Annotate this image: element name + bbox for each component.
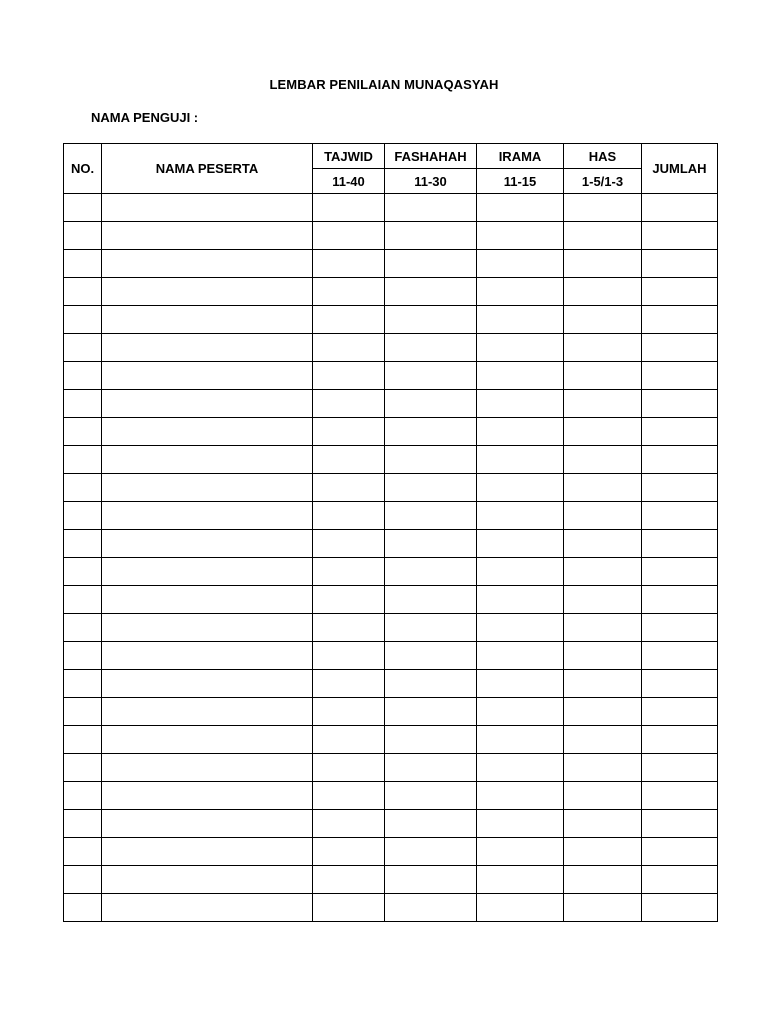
cell-total [642,390,718,418]
cell-total [642,362,718,390]
cell-irama [477,838,564,866]
cell-fashahah [385,670,477,698]
cell-total [642,446,718,474]
cell-total [642,754,718,782]
cell-total [642,782,718,810]
cell-has [564,222,642,250]
cell-total [642,558,718,586]
cell-tajwid [313,446,385,474]
cell-has [564,278,642,306]
cell-irama [477,726,564,754]
cell-no [64,222,102,250]
range-irama: 11-15 [477,169,564,194]
table-row [64,894,718,922]
cell-total [642,698,718,726]
cell-fashahah [385,222,477,250]
cell-participant-name [102,782,313,810]
cell-tajwid [313,222,385,250]
cell-fashahah [385,614,477,642]
table-row [64,194,718,222]
cell-irama [477,194,564,222]
cell-tajwid [313,278,385,306]
cell-irama [477,306,564,334]
table-row [64,838,718,866]
cell-tajwid [313,698,385,726]
cell-total [642,642,718,670]
cell-no [64,334,102,362]
cell-no [64,418,102,446]
cell-tajwid [313,306,385,334]
table-row [64,278,718,306]
cell-fashahah [385,306,477,334]
table-row [64,502,718,530]
cell-has [564,754,642,782]
cell-fashahah [385,866,477,894]
cell-no [64,530,102,558]
cell-participant-name [102,390,313,418]
cell-has [564,306,642,334]
cell-tajwid [313,894,385,922]
cell-total [642,222,718,250]
cell-participant-name [102,894,313,922]
table-row [64,334,718,362]
cell-no [64,362,102,390]
cell-tajwid [313,586,385,614]
cell-fashahah [385,390,477,418]
cell-participant-name [102,614,313,642]
cell-irama [477,418,564,446]
cell-no [64,698,102,726]
cell-no [64,446,102,474]
table-row [64,306,718,334]
cell-irama [477,670,564,698]
cell-has [564,586,642,614]
cell-no [64,278,102,306]
cell-irama [477,894,564,922]
cell-has [564,502,642,530]
cell-participant-name [102,838,313,866]
table-row [64,642,718,670]
table-row [64,558,718,586]
cell-no [64,642,102,670]
cell-participant-name [102,698,313,726]
cell-no [64,390,102,418]
cell-total [642,866,718,894]
range-tajwid: 11-40 [313,169,385,194]
cell-tajwid [313,390,385,418]
cell-fashahah [385,810,477,838]
cell-irama [477,446,564,474]
cell-has [564,418,642,446]
cell-has [564,614,642,642]
table-row [64,222,718,250]
table-row [64,782,718,810]
cell-has [564,530,642,558]
cell-fashahah [385,334,477,362]
cell-participant-name [102,362,313,390]
cell-fashahah [385,726,477,754]
cell-fashahah [385,894,477,922]
cell-tajwid [313,250,385,278]
cell-total [642,306,718,334]
cell-irama [477,362,564,390]
cell-participant-name [102,866,313,894]
cell-fashahah [385,754,477,782]
cell-participant-name [102,726,313,754]
range-has: 1-5/1-3 [564,169,642,194]
cell-total [642,418,718,446]
cell-participant-name [102,530,313,558]
header-irama: IRAMA [477,144,564,169]
cell-no [64,502,102,530]
cell-total [642,586,718,614]
examiner-label: NAMA PENGUJI : [91,110,199,125]
cell-fashahah [385,250,477,278]
cell-no [64,614,102,642]
cell-participant-name [102,474,313,502]
cell-tajwid [313,670,385,698]
cell-fashahah [385,642,477,670]
cell-no [64,474,102,502]
cell-no [64,810,102,838]
cell-has [564,390,642,418]
cell-has [564,894,642,922]
cell-tajwid [313,474,385,502]
header-total: JUMLAH [642,144,718,194]
cell-fashahah [385,194,477,222]
cell-irama [477,558,564,586]
cell-fashahah [385,530,477,558]
cell-has [564,194,642,222]
cell-irama [477,614,564,642]
table-row [64,446,718,474]
cell-tajwid [313,810,385,838]
cell-tajwid [313,642,385,670]
cell-irama [477,278,564,306]
cell-irama [477,754,564,782]
cell-no [64,558,102,586]
cell-no [64,894,102,922]
cell-no [64,250,102,278]
cell-tajwid [313,194,385,222]
assessment-table [63,143,718,922]
header-participant-name: NAMA PESERTA [102,144,313,194]
cell-fashahah [385,474,477,502]
cell-participant-name [102,250,313,278]
cell-irama [477,474,564,502]
cell-participant-name [102,334,313,362]
cell-total [642,334,718,362]
cell-participant-name [102,306,313,334]
header-fashahah: FASHAHAH [385,144,477,169]
cell-tajwid [313,614,385,642]
cell-fashahah [385,502,477,530]
cell-irama [477,866,564,894]
cell-tajwid [313,502,385,530]
cell-no [64,754,102,782]
cell-fashahah [385,418,477,446]
cell-irama [477,250,564,278]
cell-tajwid [313,362,385,390]
cell-participant-name [102,642,313,670]
cell-irama [477,698,564,726]
cell-irama [477,642,564,670]
cell-total [642,838,718,866]
cell-participant-name [102,558,313,586]
cell-total [642,250,718,278]
cell-has [564,362,642,390]
cell-no [64,306,102,334]
cell-no [64,586,102,614]
cell-has [564,474,642,502]
cell-has [564,250,642,278]
cell-irama [477,502,564,530]
cell-tajwid [313,866,385,894]
cell-participant-name [102,222,313,250]
cell-no [64,194,102,222]
cell-fashahah [385,278,477,306]
cell-participant-name [102,194,313,222]
cell-tajwid [313,726,385,754]
table-row [64,362,718,390]
cell-no [64,838,102,866]
cell-fashahah [385,838,477,866]
header-has: HAS [564,144,642,169]
cell-no [64,670,102,698]
cell-fashahah [385,446,477,474]
cell-total [642,502,718,530]
cell-has [564,782,642,810]
table-row [64,810,718,838]
range-fashahah: 11-30 [385,169,477,194]
table-row [64,866,718,894]
cell-tajwid [313,530,385,558]
cell-participant-name [102,670,313,698]
table-row [64,390,718,418]
cell-participant-name [102,810,313,838]
cell-has [564,726,642,754]
cell-tajwid [313,558,385,586]
table-row [64,698,718,726]
cell-has [564,810,642,838]
cell-has [564,838,642,866]
cell-tajwid [313,418,385,446]
cell-total [642,894,718,922]
table-row [64,754,718,782]
cell-has [564,334,642,362]
cell-total [642,726,718,754]
cell-has [564,866,642,894]
cell-no [64,726,102,754]
cell-participant-name [102,418,313,446]
cell-fashahah [385,586,477,614]
cell-no [64,866,102,894]
cell-total [642,810,718,838]
table-row [64,586,718,614]
cell-total [642,614,718,642]
header-tajwid: TAJWID [313,144,385,169]
cell-tajwid [313,334,385,362]
cell-tajwid [313,754,385,782]
table-row [64,474,718,502]
cell-total [642,474,718,502]
cell-no [64,782,102,810]
cell-tajwid [313,838,385,866]
cell-irama [477,390,564,418]
cell-total [642,194,718,222]
cell-has [564,558,642,586]
cell-irama [477,222,564,250]
cell-has [564,446,642,474]
document-title: LEMBAR PENILAIAN MUNAQASYAH [269,77,499,92]
cell-has [564,642,642,670]
table-row [64,530,718,558]
cell-total [642,670,718,698]
cell-fashahah [385,558,477,586]
table-row [64,670,718,698]
cell-irama [477,586,564,614]
cell-total [642,530,718,558]
cell-participant-name [102,278,313,306]
table-row [64,726,718,754]
cell-fashahah [385,362,477,390]
cell-irama [477,782,564,810]
cell-tajwid [313,782,385,810]
table-row [64,250,718,278]
cell-has [564,698,642,726]
table-row [64,614,718,642]
cell-has [564,670,642,698]
cell-participant-name [102,446,313,474]
cell-participant-name [102,586,313,614]
table-body [64,194,718,922]
table-row [64,418,718,446]
cell-irama [477,810,564,838]
cell-fashahah [385,782,477,810]
cell-participant-name [102,502,313,530]
cell-fashahah [385,698,477,726]
cell-irama [477,530,564,558]
header-no: NO. [64,144,102,194]
cell-participant-name [102,754,313,782]
cell-total [642,278,718,306]
cell-irama [477,334,564,362]
